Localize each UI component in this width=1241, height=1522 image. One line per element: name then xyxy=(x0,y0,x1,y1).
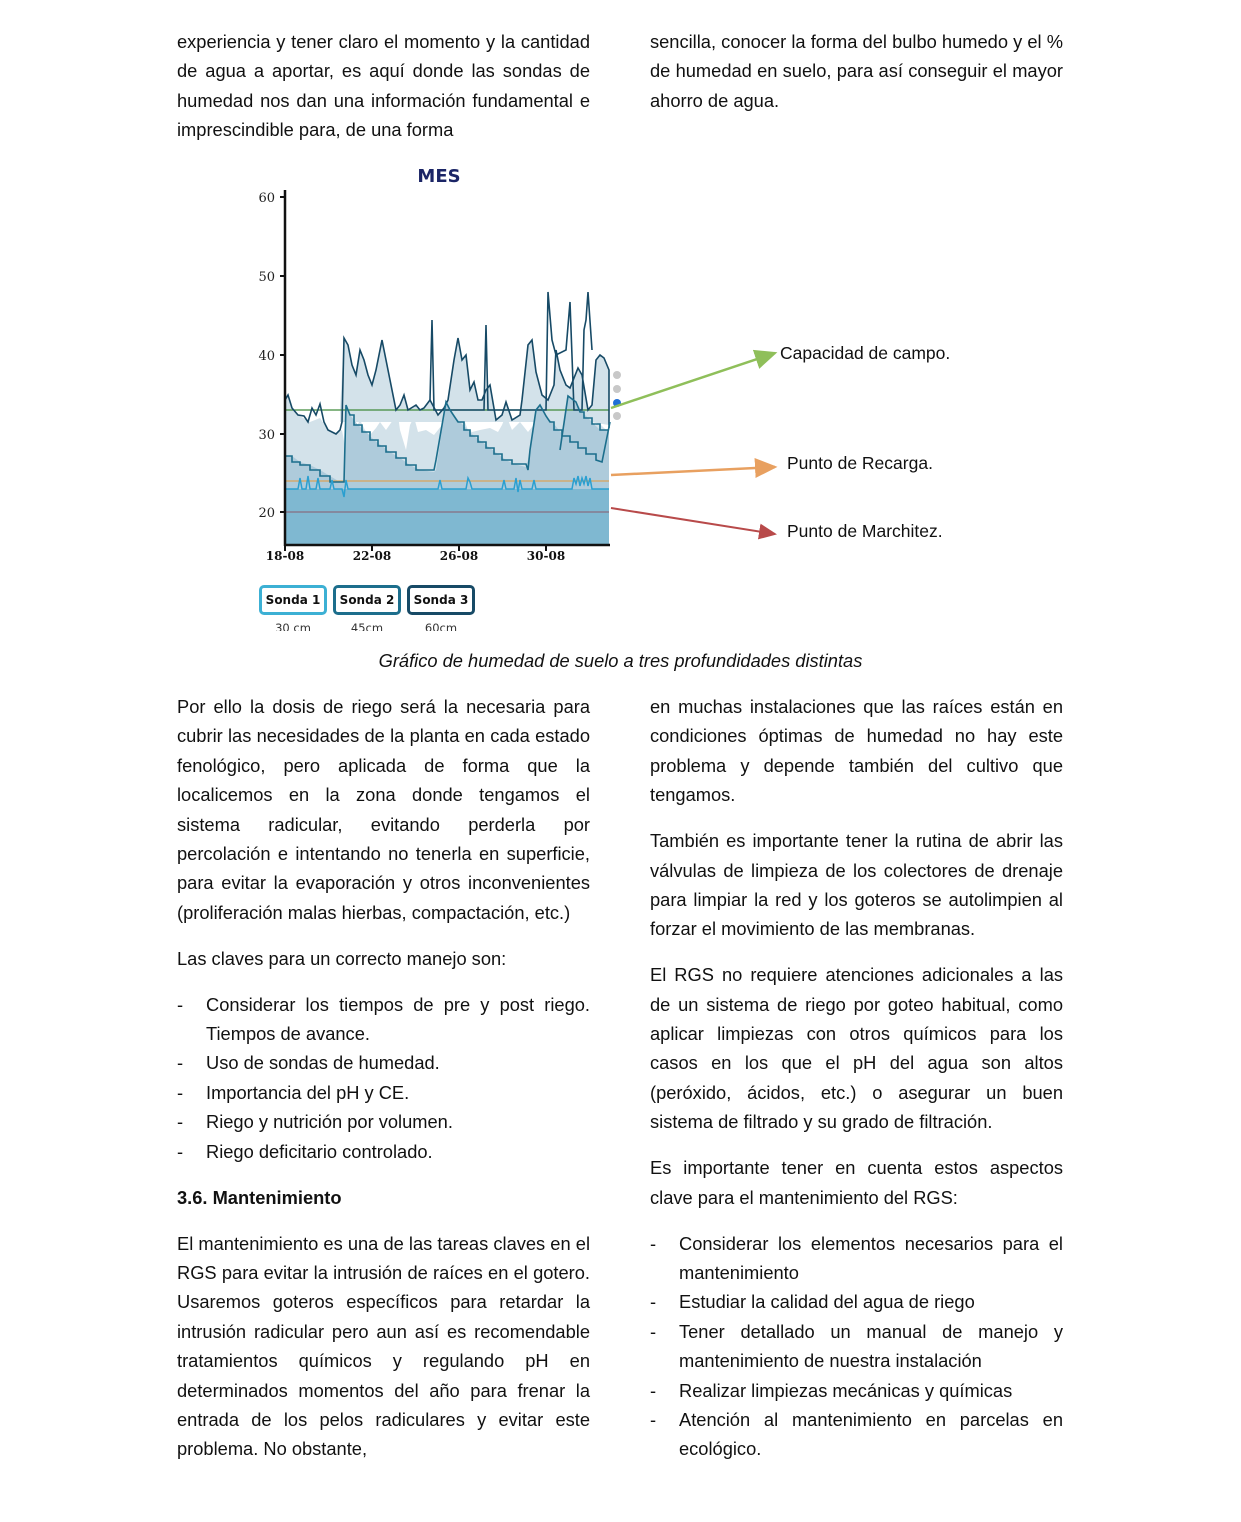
list-item: - Estudiar la calidad del agua de riego xyxy=(650,1287,1063,1316)
bullet-dash: - xyxy=(650,1408,657,1430)
left-column-top xyxy=(177,27,590,145)
list-item: - Atención al mantenimiento en parcelas en ecológico. xyxy=(650,1405,1063,1464)
legend-item-sonda-2[interactable] xyxy=(333,585,401,631)
arrow-capacidad-icon xyxy=(611,353,775,408)
svg-text:50: 50 xyxy=(258,270,275,285)
svg-text:22-08: 22-08 xyxy=(352,549,392,563)
right-column-top xyxy=(650,27,1063,115)
list-item: - Importancia del pH y CE. xyxy=(177,1078,590,1107)
svg-text:40: 40 xyxy=(258,349,275,364)
sonda-1-button[interactable]: Sonda 1 xyxy=(259,585,327,615)
sonda-2-depth: 45cm xyxy=(350,621,384,631)
y-tick-labels xyxy=(258,191,275,521)
chart-pager-dots[interactable] xyxy=(613,371,621,420)
claves-list xyxy=(177,990,590,1166)
bullet-dash: - xyxy=(177,1140,184,1162)
svg-text:26-08: 26-08 xyxy=(439,549,479,563)
paragraph-rgs-atenciones: El RGS no requiere atenciones adicionales a las de un sistema de riego por goteo habitual, como aplicar limpiezas con otros químicos para los casos en los que el pH del agua son altos (peróxido, ácidos, etc.) o asegurar un buen sistema de filtrado y su grado de filtración. xyxy=(650,964,1063,1133)
x-tick-labels xyxy=(266,549,565,563)
right-column-bottom xyxy=(650,692,1063,1480)
figure-caption: Gráfico de humedad de suelo a tres profundidades distintas xyxy=(378,650,863,671)
legend-item-sonda-3[interactable] xyxy=(407,585,475,631)
soil-moisture-figure xyxy=(250,160,990,635)
list-item: - Realizar limpiezas mecánicas y químicas xyxy=(650,1376,1063,1405)
arrow-marchitez-icon xyxy=(611,508,775,534)
aspectos-list xyxy=(650,1229,1063,1464)
paragraph-aspectos-intro: Es importante tener en cuenta estos aspectos clave para el mantenimiento del RGS: xyxy=(650,1157,1063,1208)
bullet-dash: - xyxy=(650,1320,657,1342)
annotation-punto-de-marchitez: Punto de Marchitez. xyxy=(787,521,943,541)
bullet-dash: - xyxy=(177,993,184,1015)
list-item: - Riego y nutrición por volumen. xyxy=(177,1107,590,1136)
sonda-3-button[interactable]: Sonda 3 xyxy=(407,585,475,615)
paragraph-raices: en muchas instalaciones que las raíces están en condiciones óptimas de humedad no hay este problema y depende también del cultivo que tengamos. xyxy=(650,696,1063,806)
sonda-3-depth: 60cm xyxy=(424,621,458,631)
list-item: - Tener detallado un manual de manejo y mantenimiento de nuestra instalación xyxy=(650,1317,1063,1376)
sonda-2-button[interactable]: Sonda 2 xyxy=(333,585,401,615)
soil-moisture-chart xyxy=(250,160,990,580)
paragraph-mantenimiento: El mantenimiento es una de las tareas claves en el RGS para evitar la intrusión de raíces en el gotero. Usaremos goteros específicos para retardar la intrusión radicular pero aun así es recomendable tratamientos químicos y regulando pH en determinados momentos del año para frenar la entrada de los pelos radiculares y evitar este problema. No obstante, xyxy=(177,1232,590,1460)
arrow-recarga-icon xyxy=(611,467,775,475)
svg-text:30: 30 xyxy=(258,428,275,443)
svg-text:20: 20 xyxy=(258,506,275,521)
bullet-dash: - xyxy=(650,1291,657,1313)
svg-text:30-08: 30-08 xyxy=(526,549,566,563)
paragraph-experiencia: experiencia y tener claro el momento y la cantidad de agua a aportar, es aquí donde las sondas de humedad nos dan una información fundamental e imprescindible para, de una forma xyxy=(177,31,590,141)
left-column-bottom xyxy=(177,692,590,1464)
sonda-1-area xyxy=(285,489,609,544)
bullet-dash: - xyxy=(177,1081,184,1103)
list-item: - Riego deficitario controlado. xyxy=(177,1137,590,1166)
annotation-punto-de-recarga: Punto de Recarga. xyxy=(787,453,933,473)
bullet-dash: - xyxy=(177,1052,184,1074)
bullet-dash: - xyxy=(177,1111,184,1133)
annotation-capacidad-de-campo: Capacidad de campo. xyxy=(780,343,951,363)
paragraph-rutina-limpieza: También es importante tener la rutina de abrir las válvulas de limpieza de los colectores de drenaje para limpiar la red y los goteros se autolimpien al forzar el movimiento de las membranas. xyxy=(650,830,1063,940)
bullet-dash: - xyxy=(650,1379,657,1401)
svg-text:18-08: 18-08 xyxy=(265,549,305,563)
list-item: - Uso de sondas de humedad. xyxy=(177,1048,590,1077)
paragraph-dosis-riego: Por ello la dosis de riego será la necesaria para cubrir las necesidades de la planta en cada estado fenológico, pero aplicada de forma que la localicemos en la zona donde tengamos el sistema radicular, evitando perderla por percolación e intentando no tenerla en superficie, para evitar la evaporación y otros inconvenientes (proliferación malas hierbas, compactación, etc.) xyxy=(177,696,590,923)
svg-text:60: 60 xyxy=(258,191,275,206)
list-item: - Considerar los tiempos de pre y post riego. Tiempos de avance. xyxy=(177,990,590,1049)
bullet-dash: - xyxy=(650,1232,657,1254)
paragraph-sencilla: sencilla, conocer la forma del bulbo humedo y el % de humedad en suelo, para así conseguir el mayor ahorro de agua. xyxy=(650,31,1063,111)
chart-title: MES xyxy=(417,166,461,187)
section-heading-mantenimiento: 3.6. Mantenimiento xyxy=(177,1186,342,1208)
list-item: - Considerar los elementos necesarios para el mantenimiento xyxy=(650,1229,1063,1288)
sonda-1-depth: 30 cm xyxy=(275,621,311,631)
legend-item-sonda-1[interactable] xyxy=(259,585,327,631)
paragraph-claves-intro: Las claves para un correcto manejo son: xyxy=(177,947,507,969)
chart-legend xyxy=(259,585,475,631)
